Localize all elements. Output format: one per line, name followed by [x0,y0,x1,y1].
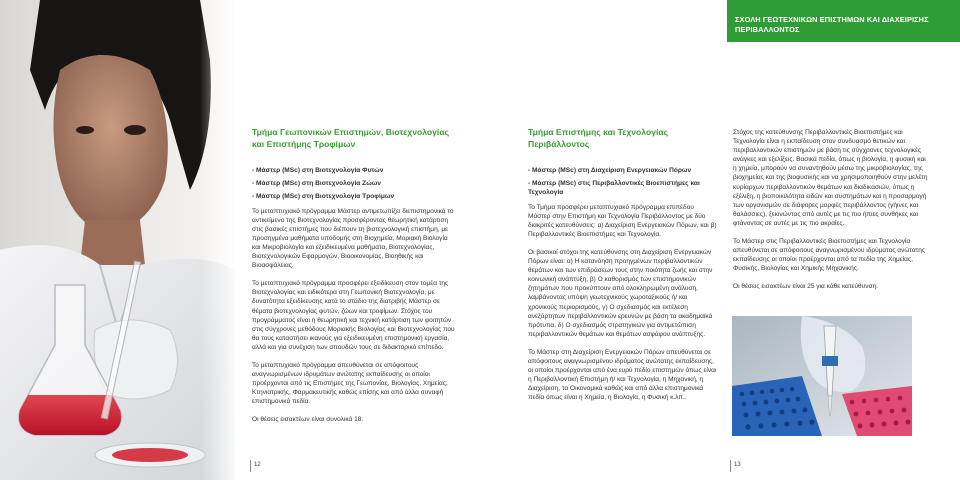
paragraph: Οι βασικοί στόχοι της κατεύθυνσης στη Διαχείριση Ενεργειακών Πόρων είναι: α) Η κατανόηση προηγμένων περιβαλλοντικών θεμάτων και των επιδράσεων τους στην ποιότητα ζωής και στην κοινωνική ανάπτυξη, β) Ο καθορισμός των επιστημονικών ζητημάτων που προκύπτουν από ολοκληρωμένη ανάλυση, λαμβάνοντας υπόψη γεωτεχνικούς χωροταξικούς ή/ και χρονικούς περιορισμούς, γ) Ο σχεδιασμός και εκτέλεση ανεξάρτητων περιβαλλοντικών ερευνών με βάση τα ακαδημαϊκά πρότυπα, δ) Ο σχεδιασμός στρατηγικών για αντιμετώπιση περιβαλλοντικών θεμάτων και θεμάτων ασφάφου ανάπτυξης. [528,248,713,338]
paragraph: Το Μάστερ στις Περιβαλλοντικές Βιοεπιστήμες και Τεχνολογία απευθύνεται σε απόφοιτους αναγνωρισμένου ιδρύματος ανώτατης εκπαίδευσης οι οποίοι προέρχονται από τα πεδία της Χημείας, Φυσικής, Βιολογίας και Χημικής Μηχανικής. [733,238,926,273]
environmental-biosciences-text [733,128,928,292]
lab-scientist-photo [0,0,235,480]
department-environmental-science [528,127,718,402]
page-number-rule-right [730,460,731,472]
section-title: Τμήμα Επιστήμης και Τεχνολογίας Περιβάλλοντος [528,127,669,149]
department-agricultural-sciences [252,127,457,425]
page-number-left: 12 [254,462,261,468]
page-number-right: 13 [734,462,741,468]
program-item: - Μάστερ (MSc) στη Βιοτεχνολογία Φυτών [252,167,384,174]
paragraph: Το Μάστερ στη Διαχείριση Ενεργειακών Πόρων απευθύνεται σε απόφοιτους αναγνωρισμένου ιδρύματος ανώτατης εκπαίδευσης, οι οποίοι προέρχονται από ένα ευρύ πεδίο επιστημών όπως είναι η Περιβαλλοντική Επιστήμη ή/ και Τεχνολογία, η Μηχανική, η Διαχείριση, τα Οικονομικά καθώς και από άλλα επιστημονικά πεδία όπως είναι η Χημεία, η Βιολογία, η Φυσική κ.λπ.. [528,348,717,402]
program-item: - Μάστερ (MSc) στη Βιοτεχνολογία Τροφίμων [252,193,395,201]
paragraph: Οι θέσεις εισακτέων είναι 25 για κάθε κατεύθυνση. [733,283,879,291]
pipette-lab-photo [732,316,912,436]
program-item: - Μάστερ (MSc) στη Διαχείριση Ενεργειακών Πόρων [528,167,692,174]
paragraph: Οι θέσεις εισακτέων είναι συνολικά 18. [252,416,364,424]
paragraph: Στόχος της κατεύθυνσης Περιβαλλοντικές Βιοεπιστήμες και Τεχνολογία είναι η εκπαίδευση στον συνδυασμό θετικών και περιβαλλοντικών επιστημών με βάση τις σύγχρονες τεχνολογικές ανάγκες και εξελίξεις. Βασικά πεδία, όπως η βιολογία, η φυσική και η χημεία, μπορούν να συναντηθούν μέσω της μικροβιολογίας, της βιοχημείας και της βιοφυσικής και να χρησιμοποιηθούν στην μελέτη κυρίαρχων περιβαλλοντικών θεμάτων και διαδικασιών, όπως η εξέλιξη, η βιοποικιλότητα ειδών και συστημάτων και η προσαρμογή των οργανισμών σε διάφορες μορφές περιβάλλοντος (γήινες και θαλάσσιες), ξεκινώντας από αυτές με τις πιο ήπιες συνθήκες και φτάνοντας σε αυτές με τις πιο ακραίες. [733,129,928,227]
program-item: - Μάστερ (MSc) στη Βιοτεχνολογία Ζώων [252,180,381,188]
paragraph: Το μεταπτυχιακό πρόγραμμα απευθύνεται σε απόφοιτους αναγνωρισμένων ιδρυμάτων ανώτατης εκπαίδευσης οι οποίοι προέρχονται από τις Επιστήμες της Γεωπονίας, Βιολογίας, Χημείας, Κτηνιατρικής, Φαρμακευτικής καθώς επίσης και από άλλα συναφή επιστημονικά πεδία. [252,362,448,406]
paragraph: Το μεταπτυχιακό πρόγραμμα προσφέρει εξειδίκευση στον τομέα της Βιοτεχνολογίας και ειδικότερα στη Γεωπονική Βιοτεχνολογία, με δυνατότητα εξειδίκευσης κατά το στάδιο της διατριβής Μάστερ σε θέματα βιοτεχνολογίας φυτών, ζώων και τροφίμων. Στόχος του προγράμματος είναι η θεωρητική και τεχνική κατάρτιση των φοιτητών στις σύγχρονες μεθόδους Μοριακής Βιολογίας και Βιοτεχνολογίας που θα τους καταστήσει ικανούς για εξειδικευμένη επιστημονική εργασία, αλλά και για συνέχιση των σπουδών τους σε διδακτορικό επίπεδο. [252,280,455,351]
page-number-rule-left [250,460,251,472]
section-title: Τμήμα Γεωπονικών Επιστημών, Βιοτεχνολογίας και Επιστήμης Τροφίμων [252,127,450,149]
school-title: ΣΧΟΛΗ ΓΕΩΤΕΧΝΙΚΩΝ ΕΠΙΣΤΗΜΩΝ ΚΑΙ ΔΙΑΧΕΙΡΙΣΗΣ ΠΕΡΙΒΑΛΛΟΝΤΟΣ [735,15,929,34]
photo-fade [200,0,235,480]
paragraph: Το Τμήμα προσφέρει μεταπτυχιακό πρόγραμμα επιπέδου Μάστερ στην Επιστήμη και Τεχνολογία Περιβάλλοντος με δύο διακριτές κατευθύνσεις: α) Διαχείριση Ενεργειακών Πόρων, και β) Περιβαλλοντικές Βιοεπιστήμες και Τεχνολογία. [528,203,717,238]
pipette-illustration [732,316,912,436]
program-item: - Μάστερ (MSc) στις Περιβαλλοντικές Βιοεπιστήμες και Τεχνολογία [528,180,700,197]
school-header-banner [727,0,960,42]
paragraph: Το μεταπτυχιακό πρόγραμμα Μάστερ αντιμετωπίζει διεπιστημονικά το αντικείμενο της Βιοτεχνολογίας προσφέροντας θεωρητική κατάρτιση στις βασικές επιστήμες που διέπουν τη βιοτεχνολογική επιστήμη, με προσηγμένα μαθήματα υποδομής στη Βιοχημεία, Μοριακή Βιολογία και Μικροβιολογία και εξειδικευμένα μαθήματα, Βιοτεχνολογίας, Βιοτεχνολογικών Εφαρμογών, Βιοοικονομίας, Βιοηθικής και Βιοασφάλειας. [252,207,454,270]
